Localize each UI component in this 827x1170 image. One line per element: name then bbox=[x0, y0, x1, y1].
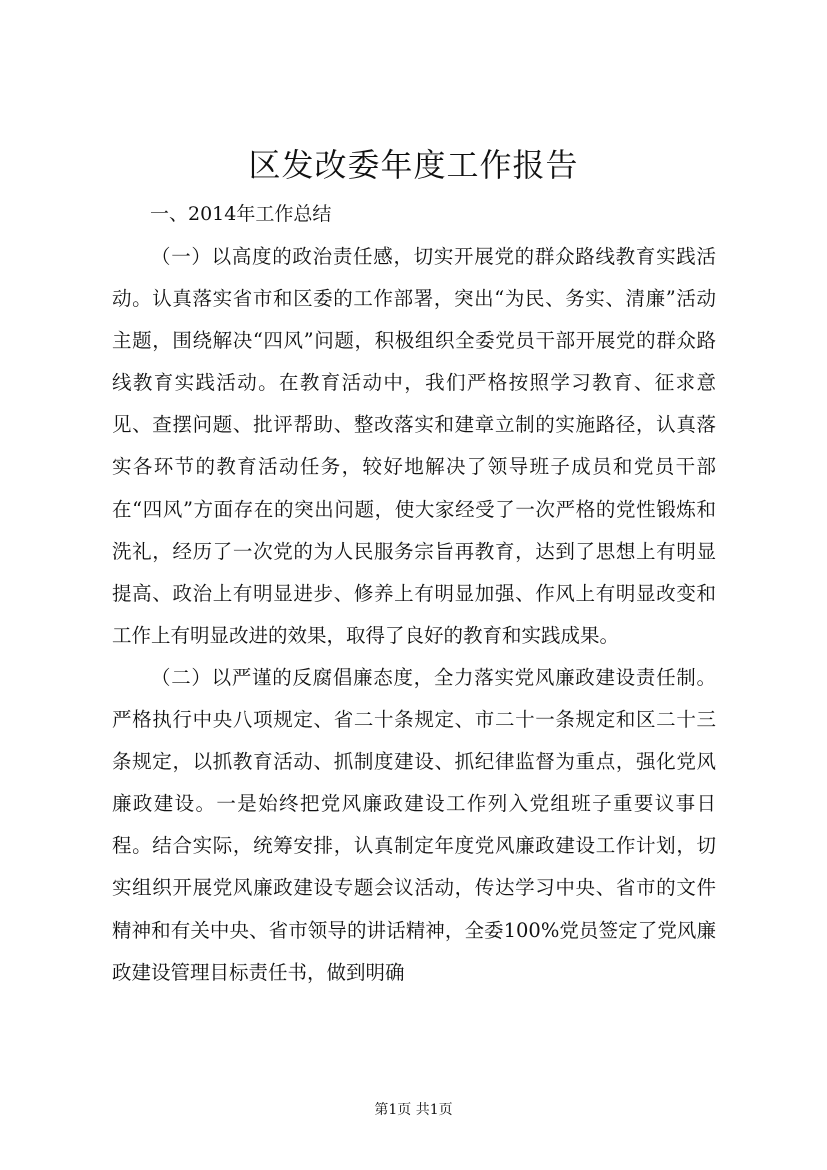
paragraph: （二）以严谨的反腐倡廉态度，全力落实党风廉政建设责任制。严格执行中央八项规定、省二十条规定、市二十一条规定和区二十三条规定，以抓教育活动、抓制度建设、抓纪律监督为重点，强化党风廉政建设。一是始终把党风廉政建设工作列入党组班子重要议事日程。结合实际，统筹安排，认真制定年度党风廉政建设工作计划，切实组织开展党风廉政建设专题会议活动，传达学习中央、省市的文件精神和有关中央、省市领导的讲话精神，全委100%党员签定了党风廉政建设管理目标责任书，做到明确 bbox=[112, 665, 716, 984]
paragraph: （一）以高度的政治责任感，切实开展党的群众路线教育实践活动。认真落实省市和区委的工作部署，突出“为民、务实、清廉”活动主题，围绕解决“四风”问题，积极组织全委党员干部开展党的群众路线教育实践活动。在教育活动中，我们严格按照学习教育、征求意见、查摆问题、批评帮助、整改落实和建章立制的实施路径，认真落实各环节的教育活动任务，较好地解决了领导班子成员和党员干部在“四风”方面存在的突出问题，使大家经受了一次严格的党性锻炼和洗礼，经历了一次党的为人民服务宗旨再教育，达到了思想上有明显提高、政治上有明显进步、修养上有明显加强、作风上有明显改变和工作上有明显改进的效果，取得了良好的教育和实践成果。 bbox=[112, 245, 716, 647]
document-body bbox=[112, 236, 716, 994]
document-title: 区发改委年度工作报告 bbox=[248, 146, 579, 184]
section-heading: 一、2014年工作总结 bbox=[150, 203, 332, 225]
page-footer: 第1页 共1页 bbox=[374, 1102, 453, 1118]
